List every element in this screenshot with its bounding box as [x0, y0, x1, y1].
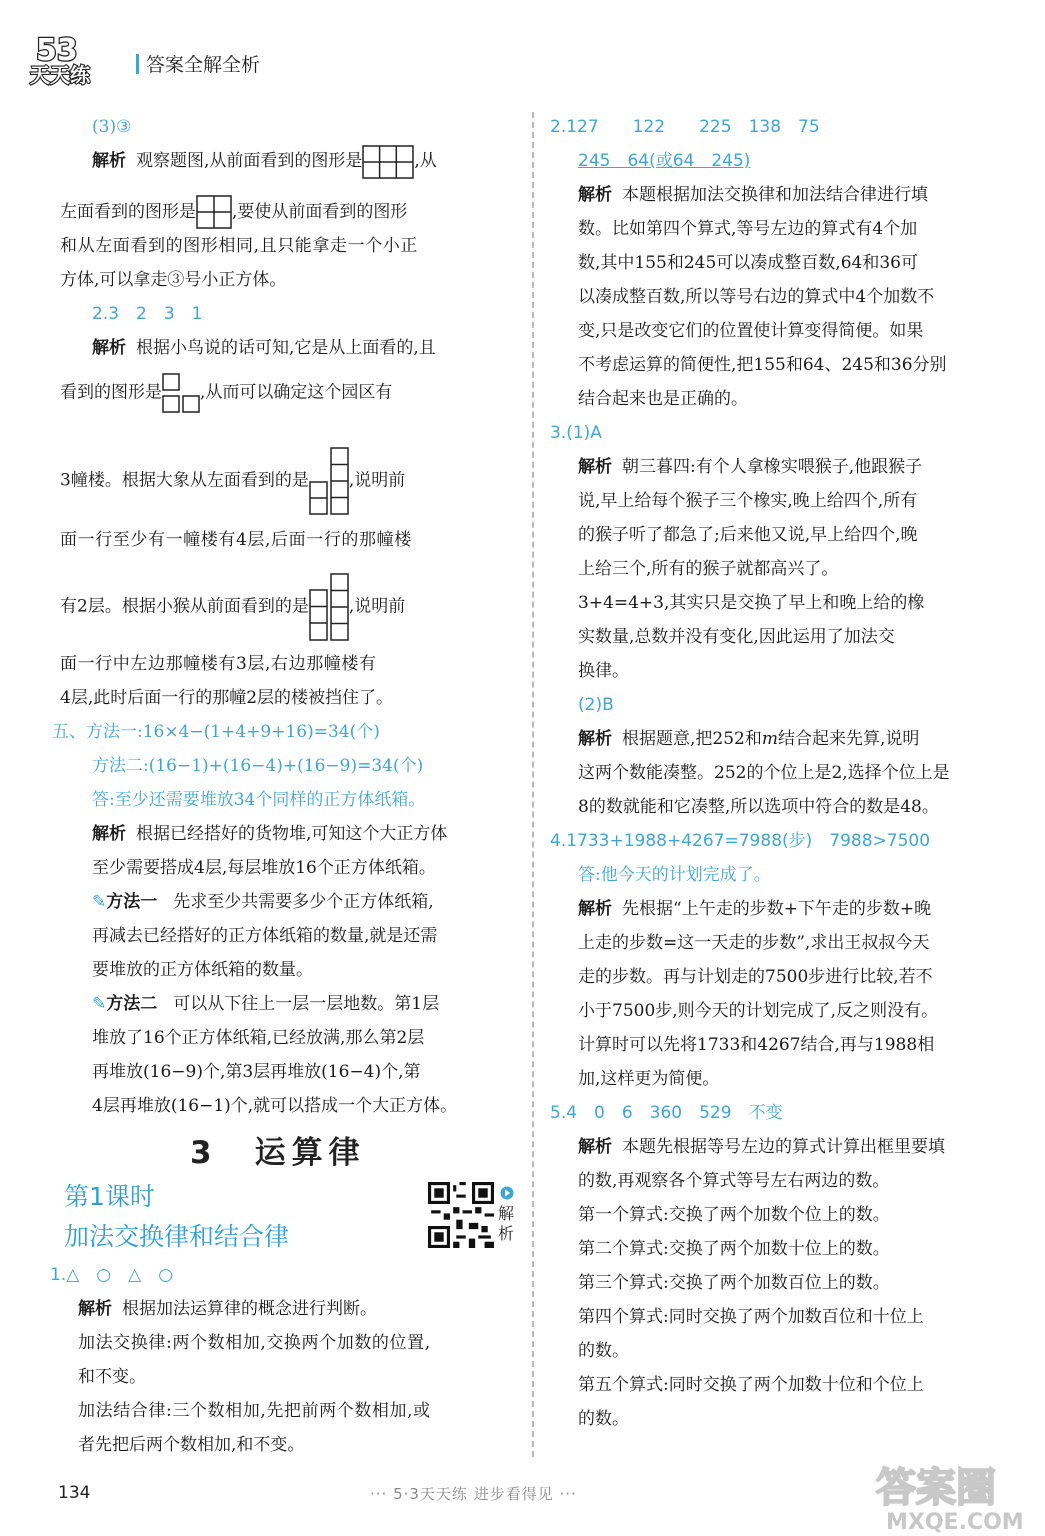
text-line: 不考虑运算的简便性,把155和64、245和36分别: [578, 355, 947, 375]
left-column: (3)③ 解析 观察题图,从前面看到的图形是 ,从 左面看到的图形是 ,要使从前面看到的图形 和从左面看到的图形相同,且只能拿走一个小正 方体,可以拿走③号小正方体。 2.3 2 3 1 解析 根据小鸟说的话可知,它是从上面看的,且 看到的图形是 ,从而可以确定这个园区有 3幢楼。根据大象从左面看到的是 ,说明前 面一行至少有一幢楼有4层,后面一行的那幢楼 有2层。根据小猴从前面看到的是 ,说明前 面一行中左边那幢楼有3层,右边那幢楼有 4层,此时后面一行的那幢2层的楼被挡住了。 五、方法一:16×4−(1+4+9+16)=34(个) 方法二:(16−1)+(16−4)+(16−9)=34(个) 答:至少还需要堆放34个同样的正方体纸箱。 解析 根据已经搭好的货物堆,可知这个大正方体 至少需要搭成4层,每层堆放16个正方体纸箱。 ✎方法一 先求至少共需要多少个正方体纸箱, 再减去已经搭好的正方体纸箱的数量,就是还需 要堆放的正方体纸箱的数量。 ✎方法二 可以从下往上一层一层地数。第1层 堆放了16个正方体纸箱,已经放满,那么第2层 再堆放(16−9)个,第3层再堆放(16−4)个,第 4层再堆放(16−1)个,就可以搭成一个大正方体。: [60, 110, 520, 1123]
text-line: 堆放了16个正方体纸箱,已经放满,那么第2层: [92, 1028, 425, 1048]
text-line: 结合起来也是正确的。: [578, 389, 748, 409]
text-line: 加,这样更为简便。: [578, 1069, 720, 1089]
text-line: 本题根据加法交换律和加法结合律进行填: [622, 185, 928, 205]
variable-m: m: [761, 729, 778, 749]
text-line: 第三个算式:交换了两个加数百位上的数。: [578, 1273, 890, 1293]
bulb-icon: ✎: [92, 892, 107, 912]
text-line: 根据已经搭好的货物堆,可知这个大正方体: [136, 824, 448, 844]
text-line: 方体,可以拿走③号小正方体。: [60, 270, 287, 290]
analysis-label: 解析: [92, 824, 126, 844]
text-line: 8的数就能和它凑整,所以选项中符合的数是48。: [578, 797, 939, 817]
text-line: 第二个算式:交换了两个加数十位上的数。: [578, 1239, 890, 1259]
text-line: 者先把后两个数相加,和不变。: [78, 1435, 305, 1455]
text-line: 小于7500步,则今天的计划完成了,反之则没有。: [578, 1001, 939, 1021]
top-view-figure: [162, 373, 200, 413]
header-divider: [136, 54, 139, 74]
text-line: 变,只是改变它们的位置使计算变得简便。如果: [578, 321, 924, 341]
answer-line: 3.(1)A: [550, 423, 602, 443]
text-line: 的数。: [578, 1341, 629, 1361]
text-line: 根据小鸟说的话可知,它是从上面看的,且: [136, 338, 436, 358]
text-line: 可以从下往上一层一层地数。第1层: [173, 994, 440, 1014]
text-line: 根据加法运算律的概念进行判断。: [122, 1299, 377, 1319]
left-column-bottom: [50, 1258, 510, 1462]
svg-text:天天练: 天天练: [30, 63, 90, 87]
text-line: 说,早上给每个猴子三个橡实,晚上给四个,所有: [578, 491, 918, 511]
chapter-title: 3 运算律: [190, 1135, 366, 1171]
text-line: 的数,再观察各个算式等号左右两边的数。: [578, 1171, 890, 1191]
text-line: 观察题图,从前面看到的图形是: [136, 151, 363, 171]
analysis-label: 解析: [578, 185, 612, 205]
analysis-label: 解析: [578, 457, 612, 477]
text-line: 数,其中155和245可以凑成整百数,64和36可: [578, 253, 918, 273]
text-line: 4层,此时后面一行的那幢2层的楼被挡住了。: [60, 688, 394, 708]
text-line: 看到的图形是: [60, 382, 162, 403]
page-number: 134: [58, 1483, 91, 1503]
qr-label: 解析: [498, 1204, 515, 1243]
column-divider: [532, 112, 534, 1457]
text-line: 要堆放的正方体纸箱的数量。: [92, 960, 313, 980]
svg-text:53: 53: [36, 33, 78, 68]
left-view-figure: [196, 195, 232, 229]
text-line: 这两个数能凑整。252的个位上是2,选择个位上是: [578, 763, 950, 783]
text-line: 本题先根据等号左边的算式计算出框里要填: [622, 1137, 945, 1157]
page-header: [28, 33, 428, 87]
text-line: 朝三暮四:有个人拿橡实喂猴子,他跟猴子: [622, 457, 923, 477]
text-line: 第五个算式:同时交换了两个加数十位和个位上: [578, 1375, 924, 1395]
text-line: 走的步数。再与计划走的7500步进行比较,若不: [578, 967, 933, 987]
answer-line: 5.4 0 6 360 529 不变: [550, 1103, 783, 1123]
qr-code-icon[interactable]: [428, 1182, 494, 1248]
text-line: 的数。: [578, 1409, 629, 1429]
text-line: 上给三个,所有的猴子就都高兴了。: [578, 559, 839, 579]
footer-slogan: ··· 5·3天天练 进步看得见 ···: [370, 1485, 577, 1503]
text-line: 4层再堆放(16−1)个,就可以搭成一个大正方体。: [92, 1096, 458, 1116]
answer-line: 245 64(或64 245): [578, 151, 751, 171]
text-line: 面一行至少有一幢楼有4层,后面一行的那幢楼: [60, 530, 412, 550]
text-line: 先根据“上午走的步数+下午走的步数+晚: [622, 899, 932, 919]
text-line: 至少需要搭成4层,每层堆放16个正方体纸箱。: [92, 858, 436, 878]
answer-line: 4.1733+1988+4267=7988(步) 7988>7500: [550, 831, 931, 851]
analysis-label: 解析: [78, 1299, 112, 1319]
text-line: 有2层。根据小猴从前面看到的是: [60, 596, 309, 617]
text-line: 加法结合律:三个数相加,先把前两个数相加,或: [78, 1401, 431, 1421]
lesson-heading: [64, 1177, 289, 1257]
text-line: 再减去已经搭好的正方体纸箱的数量,就是还需: [92, 926, 438, 946]
text-line: 计算时可以先将1733和4267结合,再与1988相: [578, 1035, 935, 1055]
lesson-title: 加法交换律和结合律: [64, 1222, 290, 1251]
brand-logo: [28, 30, 110, 88]
answer-line: 答:至少还需要堆放34个同样的正方体纸箱。: [92, 790, 426, 810]
text-line: 实数量,总数并没有变化,因此运用了加法交: [578, 627, 895, 647]
text-line: 第四个算式:同时交换了两个加数百位和十位上: [578, 1307, 924, 1327]
right-column: 2.127 122 225 138 75 245 64(或64 245) 解析 本题根据加法交换律和加法结合律进行填 数。比如第四个算式,等号左边的算式有4个加 数,其中155和245可以凑成整百数,64和36可 以凑成整百数,所以等号右边的算式中4个加数不 变,只是改变它们的位置使计算变得简便。如果 不考虑运算的简便性,把155和64、245和36分别 结合起来也是正确的。 3.(1)A 解析 朝三暮四:有个人拿橡实喂猴子,他跟猴子 说,早上给每个猴子三个橡实,晚上给四个,所有 的猴子听了都急了;后来他又说,早上给四个,晚 上给三个,所有的猴子就都高兴了。 3+4=4+3,其实只是交换了早上和晚上给的橡 实数量,总数并没有变化,因此运用了加法交 换律。 (2)B 解析 根据题意,把252和m结合起来先算,说明 这两个数能凑整。252的个位上是2,选择个位上是 8的数就能和它凑整,所以选项中符合的数是48。 4.1733+1988+4267=7988(步) 7988>7500 答:他今天的计划完成了。 解析 先根据“上午走的步数+下午走的步数+晚 上走的步数=这一天走的步数”,求出王叔叔今天 走的步数。再与计划走的7500步进行比较,若不 小于7500步,则今天的计划完成了,反之则没有。 计算时可以先将1733和4267结合,再与1988相 加,这样更为简便。 5.4 0 6 360 529 不变 解析 本题先根据等号左边的算式计算出框里要填 的数,再观察各个算式等号左右两边的数。 第一个算式:交换了两个加数个位上的数。 第二个算式:交换了两个加数十位上的数。 第三个算式:交换了两个加数百位上的数。 第四个算式:同时交换了两个加数百位和十位上 的数。 第五个算式:同时交换了两个加数十位和个位上 的数。: [550, 110, 1020, 1436]
front-view-figure: [362, 145, 414, 179]
analysis-label: 解析: [578, 899, 612, 919]
text-line: 上走的步数=这一天走的步数”,求出王叔叔今天: [578, 933, 930, 953]
elephant-view-figure: [309, 447, 349, 515]
watermark-logo: [870, 1455, 1045, 1536]
text-line: 换律。: [578, 661, 629, 681]
answer-line: 2.127 122 225 138 75: [550, 117, 820, 137]
monkey-view-figure: [309, 573, 349, 641]
answer-line: 答:他今天的计划完成了。: [578, 865, 771, 885]
text-line: 根据题意,把252和: [622, 729, 762, 749]
play-icon: [500, 1186, 514, 1200]
answer-line: 五、方法一:16×4−(1+4+9+16)=34(个): [52, 722, 380, 742]
text-line: 面一行中左边那幢楼有3层,右边那幢楼有: [60, 654, 377, 674]
analysis-label: 解析: [578, 729, 612, 749]
text-line: 的猴子听了都急了;后来他又说,早上给四个,晚: [578, 525, 918, 545]
bulb-icon: ✎: [92, 994, 107, 1014]
method-label: 方法二: [106, 994, 158, 1014]
text-line: 先求至少共需要多少个正方体纸箱,: [173, 892, 434, 912]
answer-line: (3)③: [92, 117, 132, 137]
header-title: 答案全解全析: [146, 54, 261, 76]
text-line: 3+4=4+3,其实只是交换了早上和晚上给的橡: [578, 593, 925, 613]
analysis-label: 解析: [578, 1137, 612, 1157]
text-line: 以凑成整百数,所以等号右边的算式中4个加数不: [578, 287, 935, 307]
text-line: 数。比如第四个算式,等号左边的算式有4个加: [578, 219, 918, 239]
text-line: 和不变。: [78, 1367, 146, 1387]
method-label: 方法一: [106, 892, 158, 912]
answer-line: (2)B: [578, 695, 614, 715]
analysis-label: 解析: [92, 151, 126, 171]
text-line: 第一个算式:交换了两个加数个位上的数。: [578, 1205, 890, 1225]
text-line: 左面看到的图形是: [60, 201, 196, 222]
answer-line: 2.3 2 3 1: [92, 304, 203, 324]
svg-text:MXQE.COM: MXQE.COM: [886, 1510, 1024, 1535]
text-line: 3幢楼。根据大象从左面看到的是: [60, 470, 309, 491]
answer-line: 1.△ ○ △ ○: [50, 1265, 174, 1285]
answer-line: 方法二:(16−1)+(16−4)+(16−9)=34(个): [92, 756, 424, 776]
text-line: 再堆放(16−9)个,第3层再堆放(16−4)个,第: [92, 1062, 421, 1082]
text-line: 和从左面看到的图形相同,且只能拿走一个小正: [60, 236, 419, 256]
analysis-label: 解析: [92, 338, 126, 358]
text-line: 加法交换律:两个数相加,交换两个加数的位置,: [78, 1333, 431, 1353]
lesson-number: 第1课时: [64, 1182, 155, 1211]
svg-text:答案圈: 答案圈: [876, 1465, 996, 1511]
